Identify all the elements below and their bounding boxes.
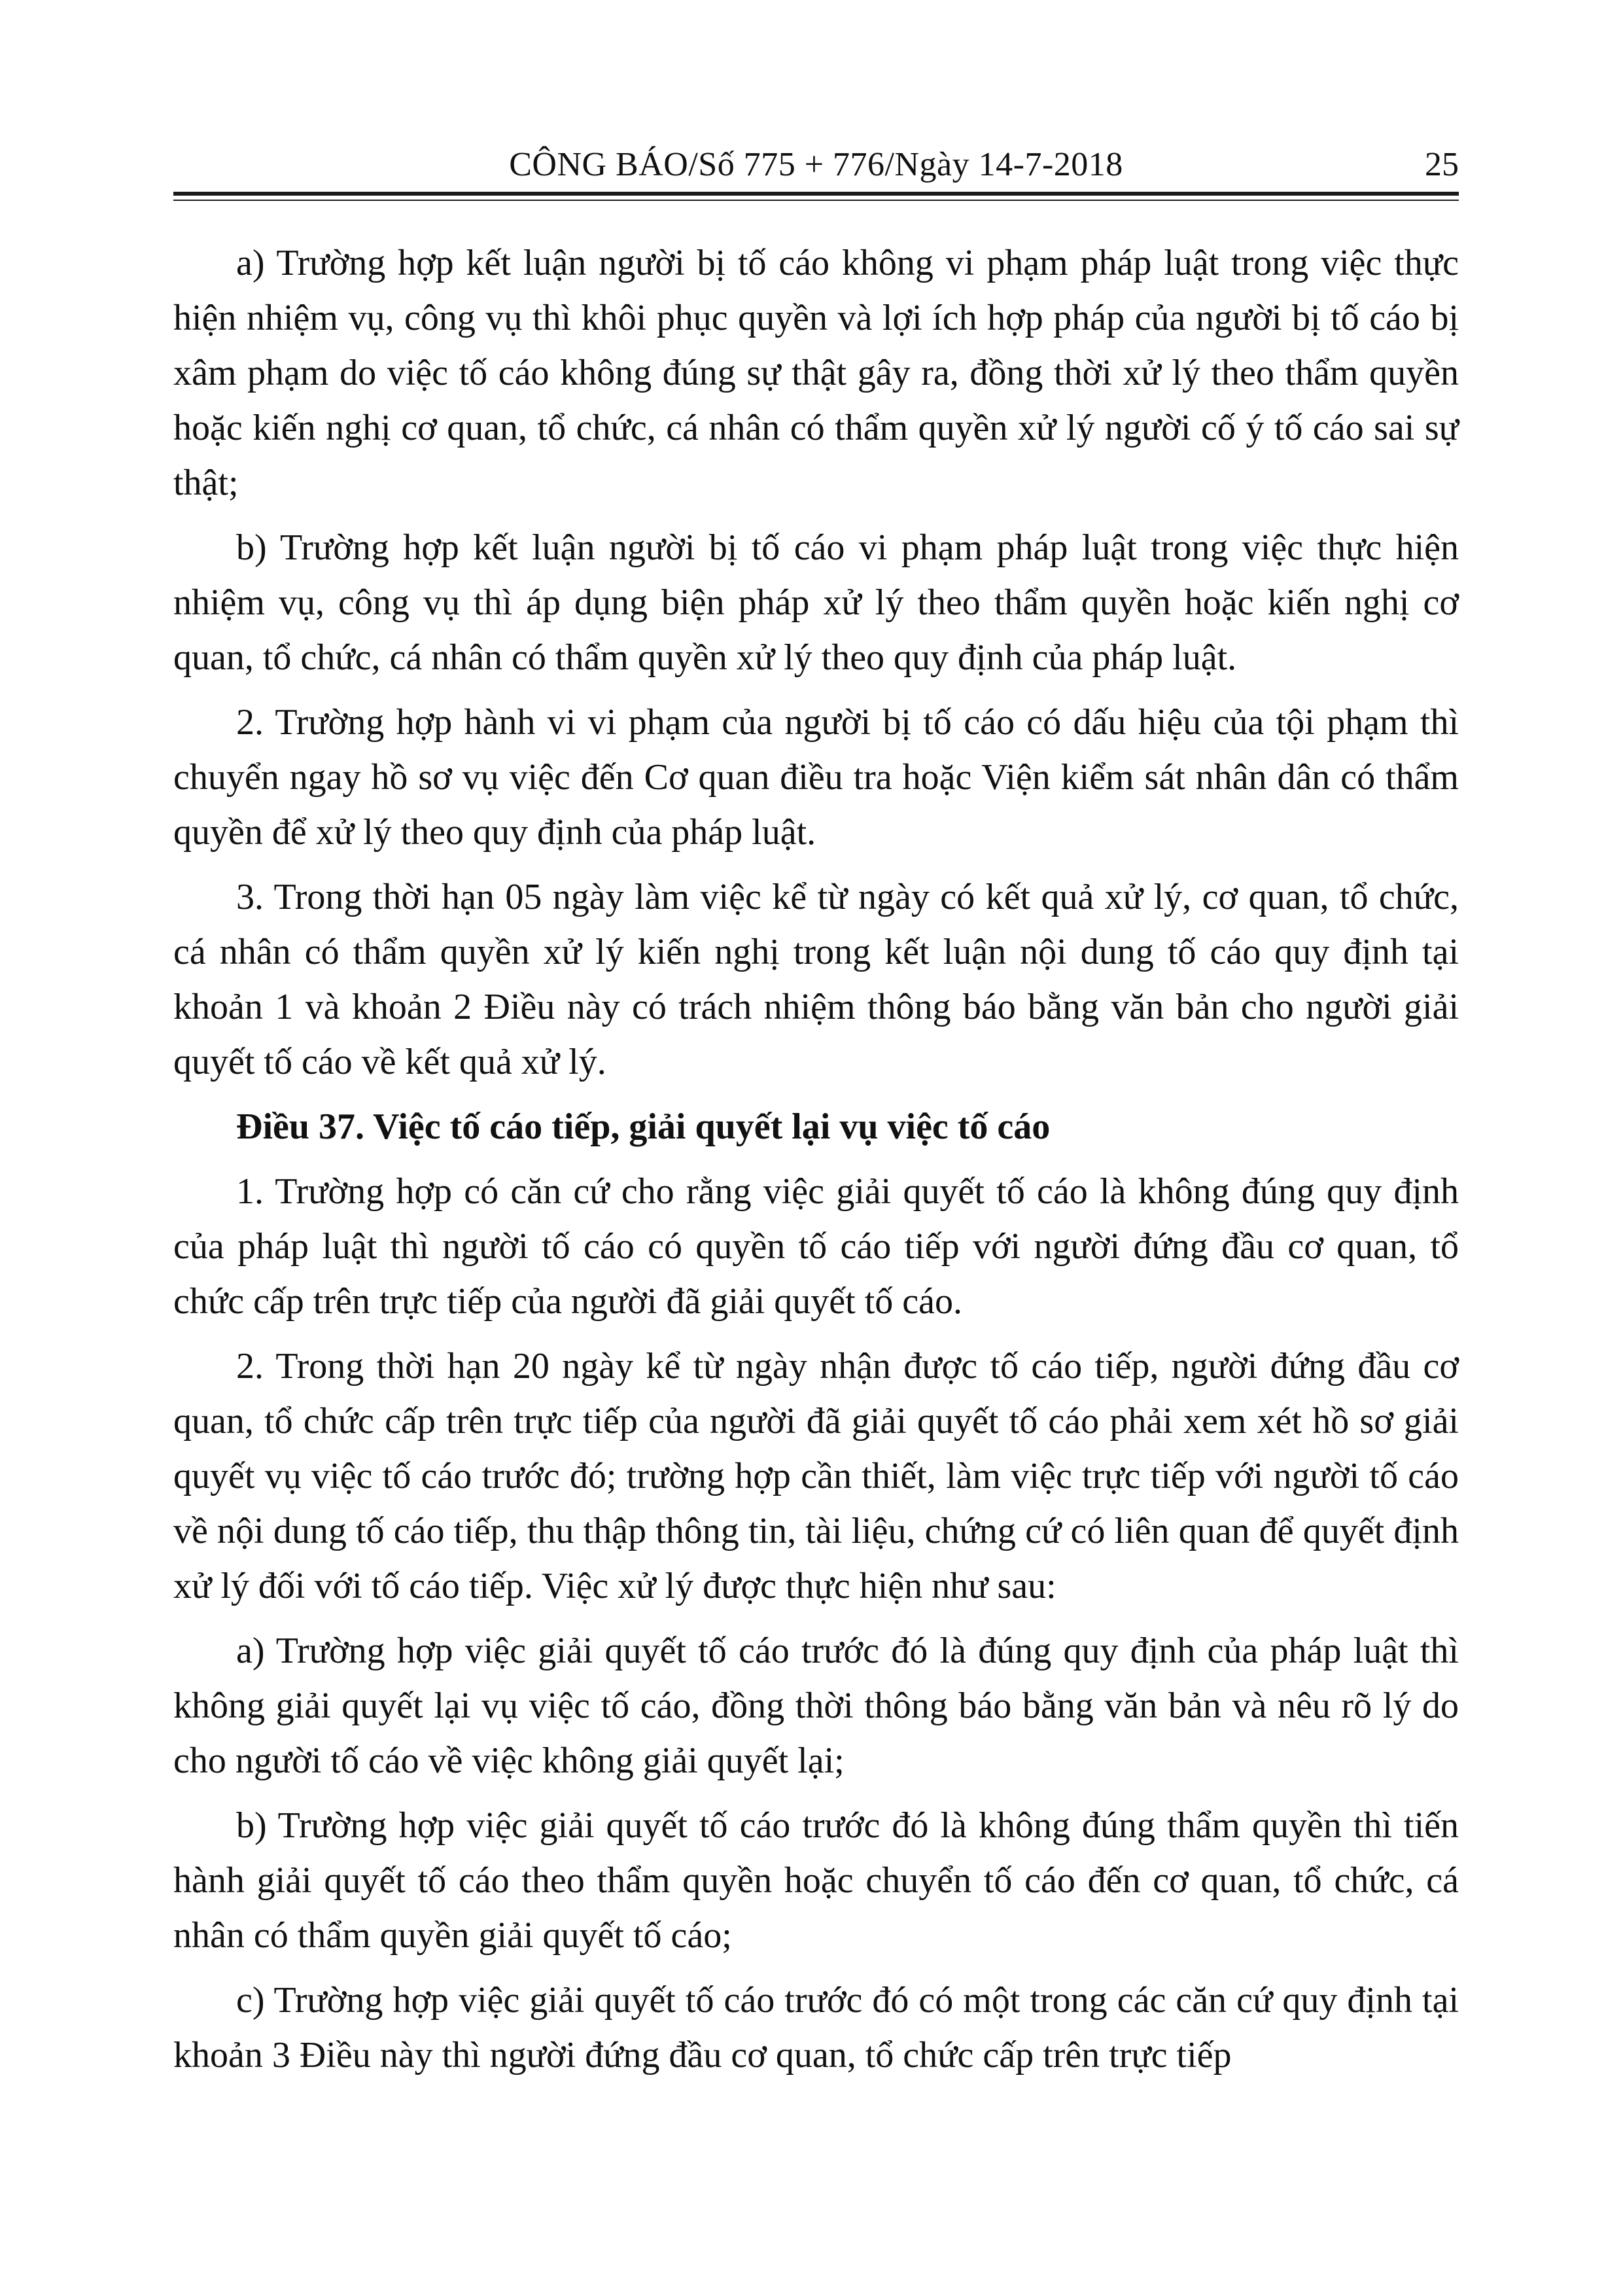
paragraph-1b: b) Trường hợp kết luận người bị tố cáo vi phạm pháp luật trong việc thực hiện nhiệm vụ, công vụ thì áp dụng biện pháp xử lý theo thẩm quyền hoặc kiến nghị cơ quan, tổ chức, cá nhân có thẩm quyền xử lý theo quy định của pháp luật. <box>173 527 1459 678</box>
header-rule-thin <box>173 200 1459 201</box>
page-header <box>173 139 1459 191</box>
article-37-clause-2: 2. Trong thời hạn 20 ngày kể từ ngày nhận được tố cáo tiếp, người đứng đầu cơ quan, tổ chức cấp trên trực tiếp của người đã giải quyết tố cáo phải xem xét hồ sơ giải quyết vụ việc tố cáo trước đó; trường hợp cần thiết, làm việc trực tiếp với người tố cáo về nội dung tố cáo tiếp, thu thập thông tin, tài liệu, chứng cứ có liên quan để quyết định xử lý đối với tố cáo tiếp. Việc xử lý được thực hiện như sau: <box>173 1346 1459 1606</box>
article-37-clause-2c: c) Trường hợp việc giải quyết tố cáo trước đó có một trong các căn cứ quy định tại khoản 3 Điều này thì người đứng đầu cơ quan, tổ chức cấp trên trực tiếp <box>173 1980 1459 2075</box>
paragraph-2: 2. Trường hợp hành vi vi phạm của người bị tố cáo có dấu hiệu của tội phạm thì chuyển ngay hồ sơ vụ việc đến Cơ quan điều tra hoặc Viện kiểm sát nhân dân có thẩm quyền để xử lý theo quy định của pháp luật. <box>173 702 1459 853</box>
article-37-heading: Điều 37. Việc tố cáo tiếp, giải quyết lại vụ việc tố cáo <box>236 1106 1051 1147</box>
header-rule-thick <box>173 192 1459 196</box>
document-body <box>173 236 1459 2093</box>
page-number: 25 <box>1425 146 1459 183</box>
article-37-clause-2b: b) Trường hợp việc giải quyết tố cáo trước đó là không đúng thẩm quyền thì tiến hành giải quyết tố cáo theo thẩm quyền hoặc chuyển tố cáo đến cơ quan, tổ chức, cá nhân có thẩm quyền giải quyết tố cáo; <box>173 1805 1459 1956</box>
gazette-header-title: CÔNG BÁO/Số 775 + 776/Ngày 14-7-2018 <box>509 146 1123 183</box>
article-37-clause-2a: a) Trường hợp việc giải quyết tố cáo trước đó là đúng quy định của pháp luật thì không giải quyết lại vụ việc tố cáo, đồng thời thông báo bằng văn bản và nêu rõ lý do cho người tố cáo về việc không giải quyết lại; <box>173 1631 1459 1781</box>
paragraph-3: 3. Trong thời hạn 05 ngày làm việc kể từ ngày có kết quả xử lý, cơ quan, tổ chức, cá nhân có thẩm quyền xử lý kiến nghị trong kết luận nội dung tố cáo quy định tại khoản 1 và khoản 2 Điều này có trách nhiệm thông báo bằng văn bản cho người giải quyết tố cáo về kết quả xử lý. <box>173 877 1459 1082</box>
article-37-clause-1: 1. Trường hợp có căn cứ cho rằng việc giải quyết tố cáo là không đúng quy định của pháp luật thì người tố cáo có quyền tố cáo tiếp với người đứng đầu cơ quan, tổ chức cấp trên trực tiếp của người đã giải quyết tố cáo. <box>173 1171 1459 1322</box>
paragraph-1a: a) Trường hợp kết luận người bị tố cáo không vi phạm pháp luật trong việc thực hiện nhiệm vụ, công vụ thì khôi phục quyền và lợi ích hợp pháp của người bị tố cáo bị xâm phạm do việc tố cáo không đúng sự thật gây ra, đồng thời xử lý theo thẩm quyền hoặc kiến nghị cơ quan, tổ chức, cá nhân có thẩm quyền xử lý người cố ý tố cáo sai sự thật; <box>173 243 1459 503</box>
